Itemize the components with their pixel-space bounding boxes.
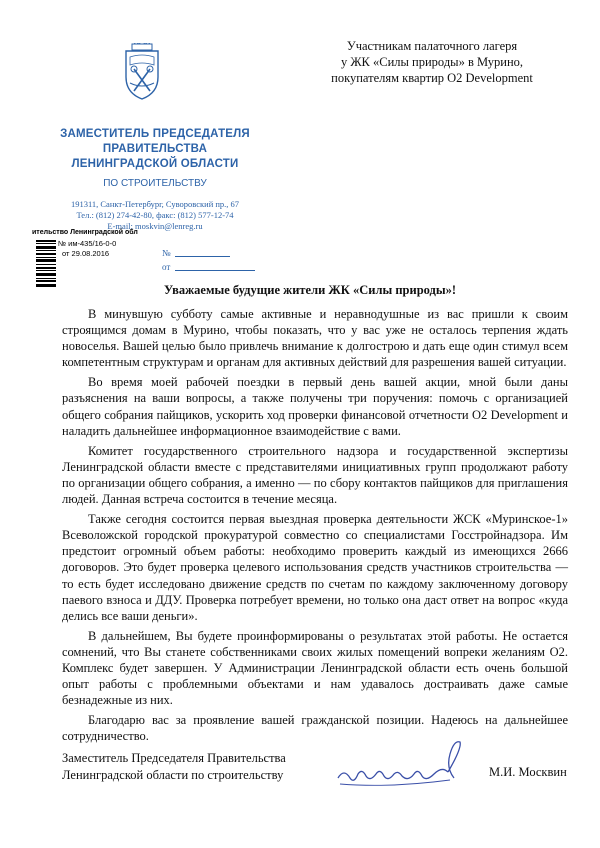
paragraph: Также сегодня состоится первая выездная проверка деятельности ЖСК «Муринское-1» Всеволожской городской прокуратурой совместно со специалистами Госстройнадзора. Им предстоит огромный объем работы: необходимо проверить каждый из имеющихся 2666 договоров. Это будет проверка целевого использования средств участников строительства — то есть будет исследовано движение средств по счетам по каждому заключенному договору паевого взноса и ДДУ. Проверка потребует времени, но только она даст ответ на вопрос «куда делись все ваши деньги». xyxy=(62,512,568,623)
greeting: Уважаемые будущие жители ЖК «Силы природы»! xyxy=(163,283,457,297)
paragraph: В дальнейшем, Вы будете проинформированы о результатах этой работы. Не остается сомнений, что Вы станете собственниками своих жилых помещений вопреки желаниям О2. Комплекс будет завершен. У Администрации Ленинградской области есть очень большой опыт работы с проблемными объектами и нам удавалось достраивать даже самые безнадежные из них. xyxy=(62,628,568,708)
date-label: от xyxy=(162,262,171,272)
paragraph: В минувшую субботу самые активные и неравнодушные из вас пришли к своим строящимся домам в Мурино, чтобы показать, что у вас уже не осталось терпения ждать новоселья. Вашей целью было привлечь внимание к долгострою и дать еще один стимул всем компетентным структурам и органам для активных действий для разрешения вашей ситуации. xyxy=(62,307,568,370)
recipient-line1: Участникам палаточного лагеря xyxy=(346,39,518,53)
paragraph: Комитет государственного строительного надзора и государственной экспертизы Ленинградской области вместе с представителями инициативных групп продолжают работу по организации общего собрания, а именно — по сбору контактов пайщиков для приглашения людей. Данная встреча состоится в течение месяца. xyxy=(62,443,568,507)
org-title-line3: ЛЕНИНГРАДСКОЙ ОБЛАСТИ xyxy=(71,158,239,170)
signer-position-line1: Заместитель Председателя Правительства xyxy=(62,751,286,765)
coat-of-arms-icon xyxy=(122,43,162,103)
paragraph: Во время моей рабочей поездки в первый день вашей акции, мной были даны разъяснения на ваши вопросы, а также получены три поручения: помочь с организацией общего собрания пайщиков, ускорить ход проверки финансовой отчетности О2 Development и наладить дальнейшее информационное взаимодействие с вами. xyxy=(62,375,568,438)
org-title-line2: ПРАВИТЕЛЬСТВА xyxy=(102,143,208,155)
handwritten-signature-icon xyxy=(330,738,480,798)
recipient-line3: покупателям квартир О2 Development xyxy=(331,71,533,85)
phone: Тел.: (812) 274-42-80, факс: (812) 577-12-74 xyxy=(76,210,234,220)
signer-name: М.И. Москвин xyxy=(489,765,567,779)
barcode-icon xyxy=(36,240,56,288)
date-line xyxy=(175,270,255,271)
email: E-mail: moskvin@lenreg.ru xyxy=(107,221,203,231)
recipient-line2: у ЖК «Силы природы» в Мурино, xyxy=(340,55,524,69)
department: ПО СТРОИТЕЛЬСТВУ xyxy=(103,178,207,189)
stamp-title: ительство Ленинградской обл xyxy=(32,229,138,236)
number-line xyxy=(175,256,230,257)
number-label: № xyxy=(162,248,171,258)
stamp-date: от 29.08.2016 xyxy=(62,249,110,258)
org-title-line1: ЗАМЕСТИТЕЛЬ ПРЕДСЕДАТЕЛЯ xyxy=(60,128,250,140)
address: 191311, Санкт-Петербург, Суворовский пр., 67 xyxy=(70,199,240,209)
letter-body xyxy=(62,306,568,748)
signer-position-line2: Ленинградской области по строительству xyxy=(62,768,284,782)
paragraph: Благодарю вас за проявление вашей гражданской позиции. Надеюсь на дальнейшее сотрудничество. xyxy=(62,713,568,744)
stamp-number: № им-435/16-0-0 xyxy=(58,239,117,248)
